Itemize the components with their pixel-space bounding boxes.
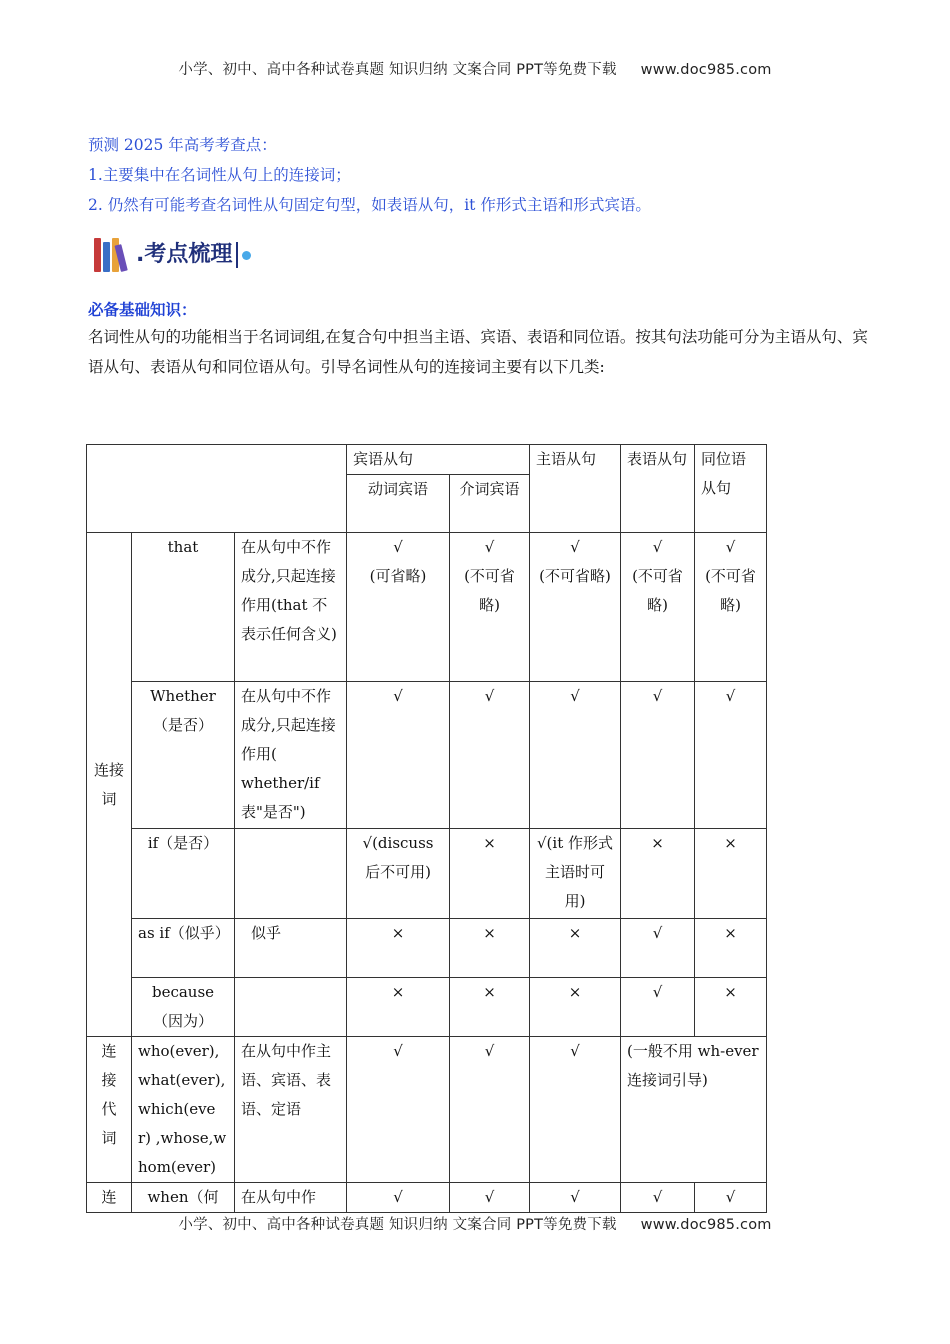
- row-word: if（是否）: [132, 829, 235, 919]
- header-object-clause: 宾语从句: [347, 445, 530, 475]
- group-label-connective-pronoun: 连接代词: [87, 1037, 132, 1183]
- table-row: [87, 1183, 767, 1213]
- header-url[interactable]: www.doc985.com: [640, 62, 772, 78]
- header-prep-object: 介词宾语: [450, 475, 530, 533]
- footer-url[interactable]: www.doc985.com: [640, 1217, 772, 1233]
- cell-appo: √ (不可省略): [695, 533, 767, 682]
- banner-dot-icon: [242, 251, 251, 260]
- table-row: [87, 682, 767, 829]
- cell-prep: √ (不可省略): [450, 533, 530, 682]
- header-text: 小学、初中、高中各种试卷真题 知识归纳 文案合同 PPT等免费下载: [178, 62, 617, 78]
- row-word: who(ever), what(ever), which(ever) ,whose,whom(ever): [132, 1037, 235, 1183]
- header-appositive-clause: 同位语从句: [695, 445, 767, 533]
- cell-pred: √: [621, 682, 695, 829]
- cell-verb: √ (可省略): [347, 533, 450, 682]
- cell-prep: ×: [450, 978, 530, 1037]
- page-footer: [0, 1213, 950, 1234]
- row-desc: 在从句中作: [235, 1183, 347, 1213]
- row-word: that: [132, 533, 235, 682]
- cell-appo: √: [695, 1183, 767, 1213]
- cell-pred: √: [621, 978, 695, 1037]
- cell-verb: ×: [347, 978, 450, 1037]
- row-desc: 在从句中作主语、宾语、表语、定语: [235, 1037, 347, 1183]
- prediction-point-2: 2. 仍然有可能考查名词性从句固定句型，如表语从句，it 作形式主语和形式宾语。: [88, 196, 651, 214]
- cell-subj: √ (不可省略): [530, 533, 621, 682]
- cell-subj: √: [530, 1037, 621, 1183]
- footer-text: 小学、初中、高中各种试卷真题 知识归纳 文案合同 PPT等免费下载: [178, 1217, 617, 1233]
- cell-pred: √ (不可省略): [621, 533, 695, 682]
- header-predicative-clause: 表语从句: [621, 445, 695, 533]
- cell-subj: √: [530, 682, 621, 829]
- row-word: Whether （是否）: [132, 682, 235, 829]
- cell-appo: ×: [695, 978, 767, 1037]
- table-row: [87, 978, 767, 1037]
- prediction-title: 预测 2025 年高考考查点：: [88, 136, 277, 154]
- cell-verb: √: [347, 1037, 450, 1183]
- section-banner: [94, 234, 251, 276]
- cell-pred: √: [621, 1183, 695, 1213]
- cell-verb: ×: [347, 919, 450, 978]
- connective-table: [86, 444, 767, 1213]
- cell-prep: ×: [450, 919, 530, 978]
- header-verb-object: 动词宾语: [347, 475, 450, 533]
- cell-note: (一般不用 wh-ever 连接词引导): [621, 1037, 767, 1183]
- table-row: [87, 1037, 767, 1183]
- cell-subj: √: [530, 1183, 621, 1213]
- table-row: [87, 533, 767, 682]
- row-desc: 似乎: [235, 919, 347, 978]
- row-desc: [235, 829, 347, 919]
- cell-pred: ×: [621, 829, 695, 919]
- cell-subj: ×: [530, 978, 621, 1037]
- row-desc: [235, 978, 347, 1037]
- cell-verb: √: [347, 682, 450, 829]
- banner-title: .考点梳理: [136, 242, 238, 268]
- cell-appo: ×: [695, 829, 767, 919]
- page-header: [0, 58, 950, 79]
- table-row: [87, 829, 767, 919]
- row-word: as if（似乎）: [132, 919, 235, 978]
- cell-prep: √: [450, 682, 530, 829]
- cell-appo: √: [695, 682, 767, 829]
- cell-subj: √(it 作形式主语时可用): [530, 829, 621, 919]
- table-header-row-1: [87, 445, 767, 475]
- cell-pred: √: [621, 919, 695, 978]
- row-desc: 在从句中不作成分,只起连接作用(that 不表示任何含义): [235, 533, 347, 682]
- cell-verb: √: [347, 1183, 450, 1213]
- basics-heading: 必备基础知识：: [88, 300, 197, 319]
- table-row: [87, 919, 767, 978]
- group-label-connective-adverb: 连: [87, 1183, 132, 1213]
- prediction-point-1: 1.主要集中在名词性从句上的连接词；: [88, 166, 351, 184]
- cell-prep: √: [450, 1037, 530, 1183]
- cell-verb: √(discuss 后不可用): [347, 829, 450, 919]
- cell-prep: ×: [450, 829, 530, 919]
- header-blank: [87, 445, 347, 533]
- row-word: when（何: [132, 1183, 235, 1213]
- header-subject-clause: 主语从句: [530, 445, 621, 533]
- cell-prep: √: [450, 1183, 530, 1213]
- row-desc: 在从句中不作成分,只起连接作用( whether/if 表"是否"): [235, 682, 347, 829]
- books-icon: [94, 238, 130, 272]
- row-word: because （因为）: [132, 978, 235, 1037]
- cell-subj: ×: [530, 919, 621, 978]
- cell-appo: ×: [695, 919, 767, 978]
- basics-paragraph: 名词性从句的功能相当于名词词组,在复合句中担当主语、宾语、表语和同位语。按其句法功能可分为主语从句、宾语从句、表语从句和同位语从句。引导名词性从句的连接词主要有以下几类:: [88, 328, 868, 376]
- group-label-connective: 连接词: [87, 533, 132, 1037]
